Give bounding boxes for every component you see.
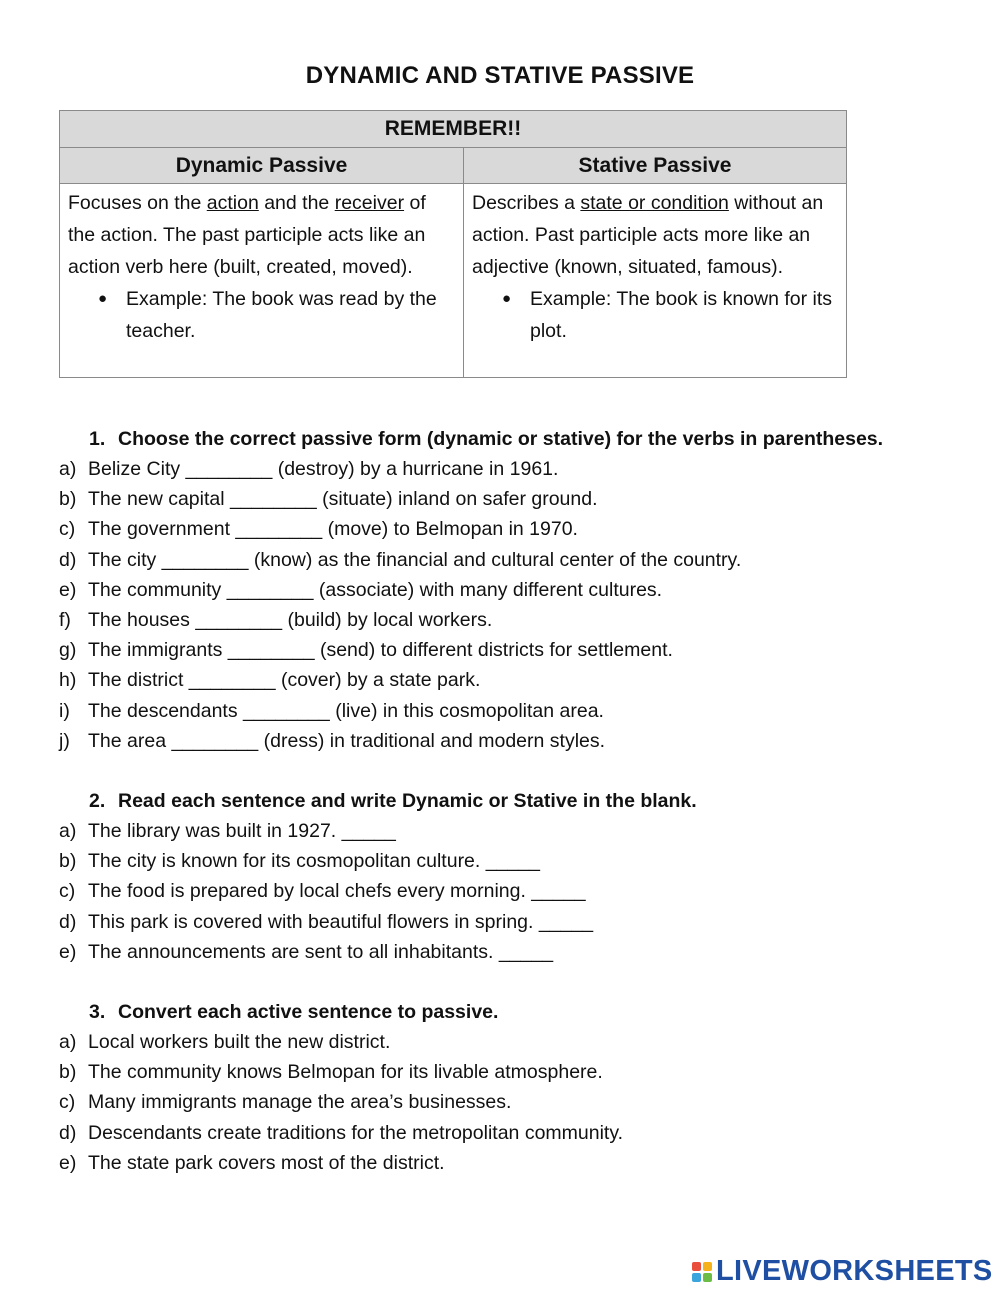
- column-stative-passive: Stative Passive: [464, 148, 847, 184]
- item-letter: a): [59, 1031, 77, 1053]
- logo-tile: [703, 1262, 712, 1271]
- text: Focuses on the: [68, 192, 207, 214]
- exercise-heading: [89, 424, 959, 454]
- example-text: Example: The book is known for its plot.: [530, 288, 833, 342]
- remember-table: [59, 110, 847, 378]
- item-letter: e): [59, 940, 77, 963]
- column-dynamic-passive: Dynamic Passive: [60, 148, 464, 184]
- underlined-term: state or condition: [580, 192, 729, 214]
- list-item: [59, 726, 959, 756]
- item-letter: a): [59, 820, 77, 842]
- list-item: [59, 696, 959, 726]
- item-letter: d): [59, 910, 77, 933]
- list-item: [59, 545, 959, 575]
- item-text: Descendants create traditions for the metropolitan community.: [88, 1121, 624, 1144]
- list-item: [59, 514, 959, 544]
- item-letter: b): [59, 1061, 77, 1084]
- list-item: [59, 454, 959, 484]
- list-item: [59, 484, 959, 514]
- item-letter: g): [59, 639, 77, 662]
- logo-tile: [692, 1262, 701, 1271]
- exercise-heading: [89, 786, 959, 816]
- item-text: Many immigrants manage the area’s businesses.: [88, 1091, 512, 1114]
- item-text: The food is prepared by local chefs every morning. _____: [88, 880, 586, 903]
- list-item: [59, 665, 959, 695]
- item-text: The government ________ (move) to Belmopan in 1970.: [88, 518, 578, 541]
- logo-tile: [703, 1273, 712, 1282]
- item-text: The district ________ (cover) by a state park.: [88, 669, 481, 692]
- page-title: DYNAMIC AND STATIVE PASSIVE: [305, 62, 695, 89]
- text: of the action. The past participle acts like an action verb here (built, created, moved).: [68, 192, 426, 278]
- dynamic-passive-description: [60, 184, 464, 378]
- item-text: The houses ________ (build) by local workers.: [88, 608, 493, 631]
- exercise-number: 3.: [89, 1001, 106, 1023]
- item-letter: c): [59, 518, 76, 541]
- item-letter: i): [59, 699, 70, 722]
- exercise-2: [59, 786, 959, 967]
- list-item: [59, 907, 959, 937]
- item-text: The city ________ (know) as the financial and cultural center of the country.: [88, 548, 742, 571]
- list-item: [59, 846, 959, 876]
- item-text: Local workers built the new district.: [88, 1031, 391, 1053]
- item-text: The community ________ (associate) with many different cultures.: [88, 578, 663, 601]
- text: and the: [258, 192, 335, 214]
- item-text: The new capital ________ (situate) inland on safer ground.: [88, 488, 598, 511]
- list-item: [59, 1148, 959, 1178]
- exercise-instruction: Choose the correct passive form (dynamic or stative) for the verbs in parentheses.: [118, 428, 884, 450]
- item-letter: h): [59, 669, 77, 692]
- item-letter: f): [59, 608, 71, 631]
- list-item: [59, 1027, 959, 1057]
- item-text: The city is known for its cosmopolitan culture. _____: [88, 850, 540, 873]
- exercise-3: [59, 997, 959, 1178]
- list-item: [59, 816, 959, 846]
- dynamic-example: [98, 283, 455, 347]
- item-letter: a): [59, 458, 77, 480]
- list-item: [59, 937, 959, 967]
- remember-header: REMEMBER!!: [60, 111, 847, 148]
- example-text: Example: The book was read by the teacher.: [126, 288, 437, 342]
- underlined-term: action: [206, 192, 259, 214]
- bullet-icon: ●: [502, 290, 512, 307]
- item-text: The area ________ (dress) in traditional and modern styles.: [88, 729, 606, 752]
- stative-passive-description: [464, 184, 847, 378]
- item-text: The descendants ________ (live) in this cosmopolitan area.: [88, 699, 604, 722]
- liveworksheets-logo[interactable]: [692, 1255, 993, 1288]
- item-letter: j): [59, 729, 70, 752]
- exercise-instruction: Read each sentence and write Dynamic or Stative in the blank.: [118, 790, 697, 812]
- text: without an action. Past participle acts more like an adjective (known, situated, famous).: [472, 192, 824, 278]
- list-item: [59, 1057, 959, 1087]
- item-text: The community knows Belmopan for its livable atmosphere.: [88, 1061, 603, 1084]
- item-text: The announcements are sent to all inhabitants. _____: [88, 940, 554, 963]
- item-letter: d): [59, 1121, 77, 1144]
- item-text: The state park covers most of the district.: [88, 1151, 445, 1174]
- item-letter: d): [59, 548, 77, 571]
- item-text: The library was built in 1927. _____: [88, 820, 396, 842]
- item-letter: e): [59, 1151, 77, 1174]
- item-text: This park is covered with beautiful flowers in spring. _____: [88, 910, 594, 933]
- item-letter: b): [59, 488, 77, 511]
- list-item: [59, 1118, 959, 1148]
- list-item: [59, 635, 959, 665]
- stative-example: [502, 283, 838, 347]
- exercise-instruction: Convert each active sentence to passive.: [118, 1001, 499, 1023]
- item-letter: c): [59, 880, 76, 903]
- exercise-1: [59, 424, 959, 756]
- exercise-number: 2.: [89, 790, 106, 812]
- exercise-heading: [89, 997, 959, 1027]
- list-item: [59, 575, 959, 605]
- list-item: [59, 1087, 959, 1117]
- list-item: [59, 876, 959, 906]
- exercise-number: 1.: [89, 428, 106, 450]
- item-letter: e): [59, 578, 77, 601]
- logo-wordmark: LIVEWORKSHEETS: [716, 1255, 993, 1287]
- underlined-term: receiver: [334, 192, 405, 214]
- text: Describes a: [472, 192, 581, 214]
- item-text: Belize City ________ (destroy) by a hurricane in 1961.: [88, 458, 559, 480]
- item-letter: b): [59, 850, 77, 873]
- logo-tiles-icon: [692, 1262, 712, 1282]
- logo-tile: [692, 1273, 701, 1282]
- item-text: The immigrants ________ (send) to different districts for settlement.: [88, 639, 673, 662]
- list-item: [59, 605, 959, 635]
- item-letter: c): [59, 1091, 76, 1114]
- bullet-icon: ●: [98, 290, 108, 307]
